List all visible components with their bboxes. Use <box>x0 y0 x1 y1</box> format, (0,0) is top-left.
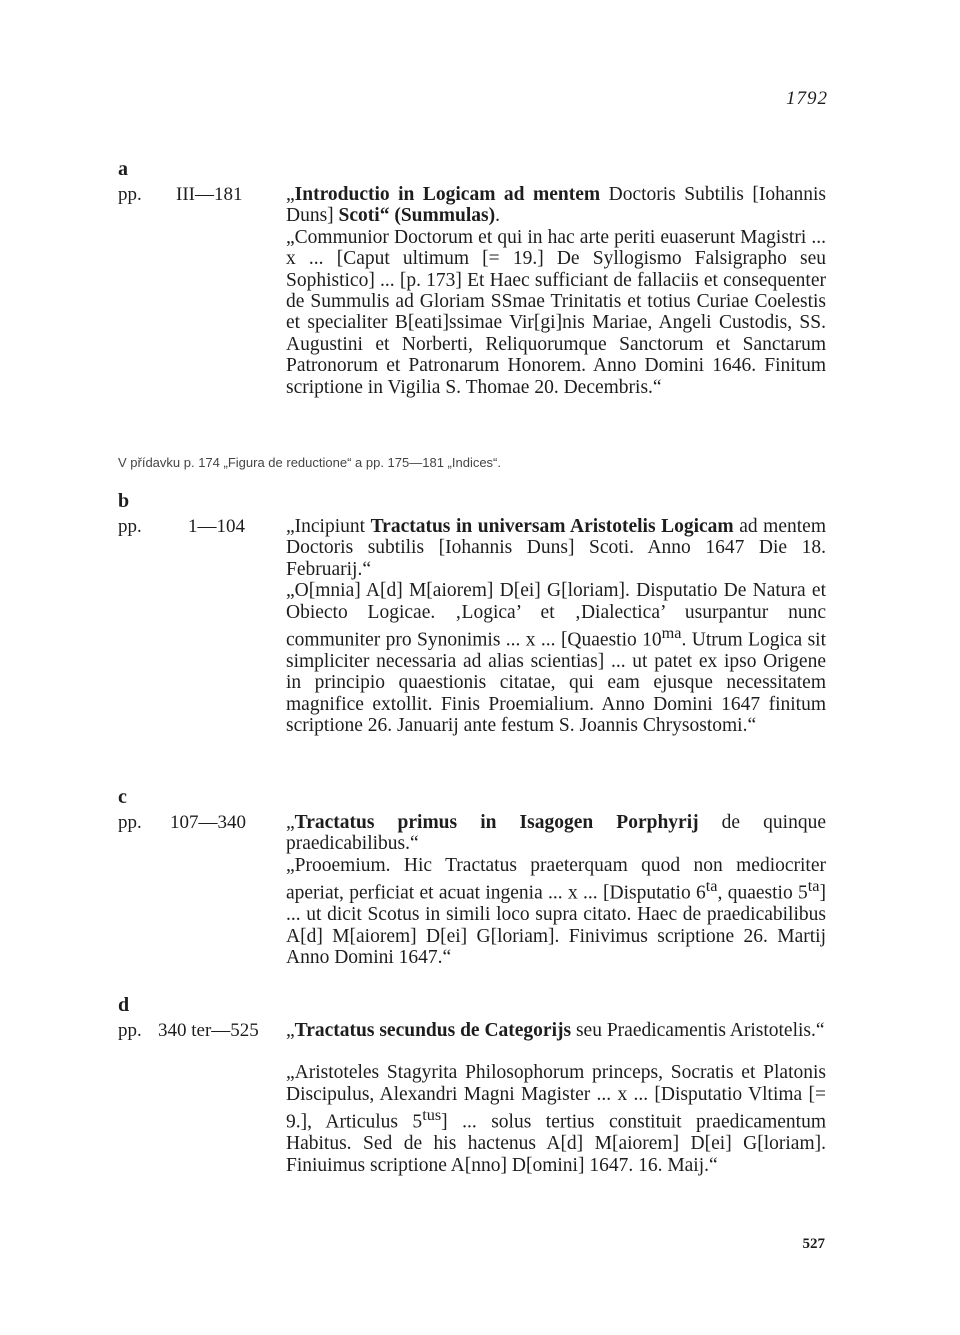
title-pre: „Incipiunt <box>286 516 371 537</box>
pp-label: pp. <box>118 812 142 833</box>
page-range: III—181 <box>176 184 243 205</box>
entry-body-cont: ] ... solus tertius constituit praedicamentum Habitus. Sed de his hactenus A[d] M[aiorem] D[ei] G[loriam]. Finiuimus scriptione A[nno] D[omini] 1647. 16. Maij.“ <box>286 1111 826 1176</box>
entry-body: „O[mnia] A[d] M[aiorem] D[ei] G[loriam]. Disputatio De Natura et Obiecto Logicae. ‚Logica’ et ‚Dialectica’ usurpantur nunc communiter pro Synonimis ... x ... [Quaestio 10 <box>286 580 826 651</box>
quote-mark: „ <box>286 184 295 205</box>
title-rest: ad mentem Doctoris subtilis [Iohannis Duns] Scoti. Anno 1647 Die 18. Februarij.“ <box>286 516 826 580</box>
entry-letter: b <box>118 490 130 512</box>
supplement-note: V přídavku p. 174 „Figura de reductione“ a pp. 175—181 „Indices“. <box>118 455 501 470</box>
entry-body: „Prooemium. Hic Tractatus praeterquam quod non mediocriter aperiat, perficiat et acuat ingenia ... x ... [Disputatio 6 <box>286 854 826 904</box>
entry-a <box>118 158 828 398</box>
title-rest-end: . <box>495 205 500 227</box>
entry-text <box>286 184 826 398</box>
title-pre: „ <box>286 812 295 833</box>
entry-text <box>286 516 826 737</box>
page-number: 1792 <box>786 88 828 109</box>
title-pre: „ <box>286 1020 295 1041</box>
superscript: ta <box>705 877 718 896</box>
entry-body-cont: , quaestio 5 <box>717 882 808 904</box>
entry-title: Tractatus in universam Aristotelis Logicam <box>370 516 734 537</box>
entry-body: „Aristoteles Stagyrita Philosophorum princeps, Socratis et Platonis Discipulus, Alexandri Magni Magister ... x ... [Disputatio Vltima [= 9.], Articulus 5 <box>286 1062 826 1133</box>
entry-title: Tractatus primus in Isagogen Porphyrij <box>294 812 699 833</box>
superscript: ma <box>661 624 682 643</box>
entry-c <box>118 786 828 968</box>
title-rest: de quinque praedicabilibus.“ <box>286 812 826 855</box>
entry-text <box>286 1020 826 1176</box>
entry-letter: c <box>118 786 127 808</box>
entry-body-end: ] ... ut dicit Scotus in simili loco supra citato. Haec de praedicabilibus A[d] M[aiorem] D[ei] G[loriam]. Finivimus scriptione 26. Martij Anno Domini 1647.“ <box>286 882 827 968</box>
pp-label: pp. <box>118 184 142 205</box>
page-range: 107—340 <box>170 812 246 833</box>
title-rest: Doctoris Subtilis [Iohannis Duns] <box>286 184 826 227</box>
pp-label: pp. <box>118 1020 142 1041</box>
entry-title-cont: Scoti“ (Summulas) <box>338 205 496 227</box>
entry-body-cont: . Utrum Logica sit simpliciter necessaria ad alias scientias] ... ut patet ex ipso Origene in principio quaestionis citatae, qui eam ejusque necessitatem magnifice extollit. Finis Proemialium. Anno Domini 1647 finitum scriptione 26. Januarij ante festum S. Joannis Chrysostomi.“ <box>286 629 826 737</box>
page-range: 340 ter—525 <box>158 1020 259 1041</box>
pp-label: pp. <box>118 516 142 537</box>
entry-letter: a <box>118 158 128 180</box>
superscript: tus <box>422 1106 442 1125</box>
entry-text <box>286 812 826 968</box>
entry-letter: d <box>118 994 130 1016</box>
superscript: ta <box>807 877 820 896</box>
entry-title: Tractatus secundus de Categorijs <box>294 1020 572 1041</box>
footer-page-number: 527 <box>802 1236 825 1252</box>
entry-d <box>118 994 828 1176</box>
entry-body: „Communior Doctorum et qui in hac arte periti euaserunt Magistri ... x ... [Caput ultimum [= 19.] De Syllogismo Falsigrapho seu Sophistico] ... [p. 173] Et Haec sufficiant de fallaciis et consequenter de Summulis ad Gloriam SSmae Trinitatis et totius Curiae Coelestis et specialiter B[eati]ssimae Vir[gi]nis Mariae, Angeli Custodis, SS. Augustini et Norberti, Reliquorumque Sanctorum et Sanctarum Patronorum et Patronarum Honorem. Anno Domini 1646. Finitum scriptione in Vigilia S. Thomae 20. Decembris.“ <box>286 226 826 398</box>
entry-b <box>118 490 828 737</box>
page-range: 1—104 <box>188 516 245 537</box>
title-rest: seu Praedicamentis Aristotelis.“ <box>571 1020 825 1041</box>
entry-title: Introductio in Logicam ad mentem <box>294 184 601 205</box>
